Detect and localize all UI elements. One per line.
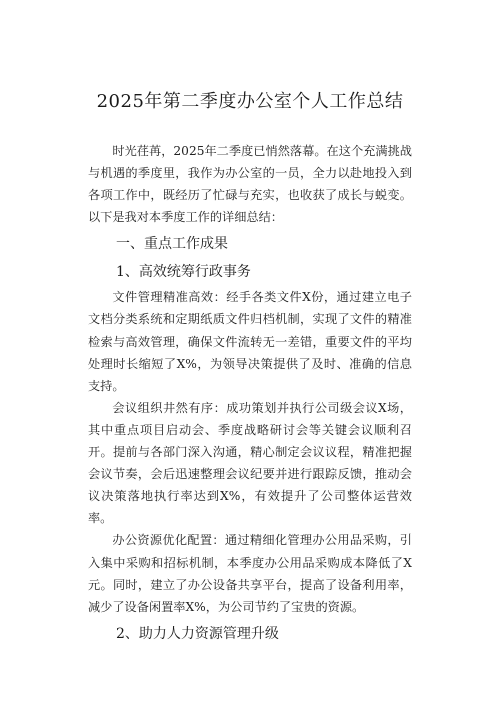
intro-paragraph: 时光荏苒，2025年二季度已悄然落幕。在这个充满挑战与机遇的季度里，我作为办公室的一员，全力以赴地投入到各项工作中，既经历了忙碌与充实，也收获了成长与蜕变。以下是我对本季度工作的详细总结： <box>88 144 412 225</box>
paragraph-file-management: 文件管理精准高效：经手各类文件X份，通过建立电子文档分类系统和定期纸质文件归档机制，实现了文件的精准检索与高效管理，确保文件流转无一差错，重要文件的平均处理时长缩短了X%，为领导决策提供了及时、准确的信息支持。 <box>88 290 412 393</box>
document-title: 2025年第二季度办公室个人工作总结 <box>96 91 404 112</box>
subheading-admin-affairs: 1、高效统筹行政事务 <box>116 264 251 281</box>
section-heading-key-results: 一、重点工作成果 <box>116 236 228 253</box>
document-body <box>88 140 412 646</box>
paragraph-office-resources: 办公资源优化配置：通过精细化管理办公用品采购，引入集中采购和招标机制，本季度办公用品采购成本降低了X元。同时，建立了办公设备共享平台，提高了设备利用率，减少了设备闲置率X%，为公司节约了宝贵的资源。 <box>88 533 412 614</box>
paragraph-meeting-organization: 会议组织井然有序：成功策划并执行公司级会议X场，其中重点项目启动会、季度战略研讨会等关键会议顺利召开。提前与各部门深入沟通，精心制定会议议程，精准把握会议节奏，会后迅速整理会议纪要并进行跟踪反馈，推动会议决策落地执行率达到X%，有效提升了公司整体运营效率。 <box>88 400 412 526</box>
subheading-hr-management: 2、助力人力资源管理升级 <box>116 625 279 642</box>
